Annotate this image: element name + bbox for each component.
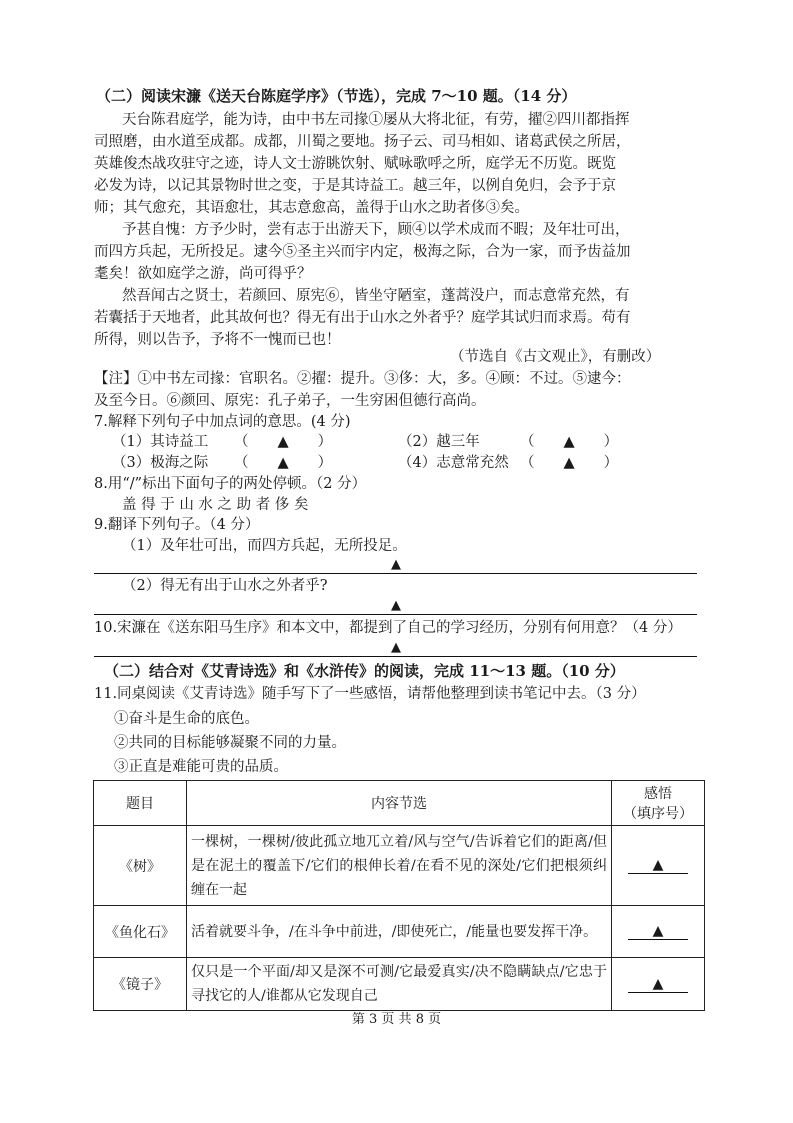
header-insight (612, 781, 705, 826)
q7-item: （3）极海之际 (112, 455, 209, 471)
answer-line[interactable] (94, 573, 697, 574)
notes-line: 【注】①中书左司掾：官职名。②擢：提升。③侈：大，多。④顾：不过。⑤逮今： (94, 371, 631, 387)
table-row (94, 958, 705, 1011)
q9-sentence-2: （2）得无有出于山水之外者乎? (122, 578, 328, 594)
q7-item: （4）志意常充然 (398, 455, 509, 471)
passage-line: 必发为诗，以记其景物时世之变，于是其诗益工。越三年，以例自免归，会予于京 (94, 178, 616, 194)
insight-answer-cell[interactable] (612, 906, 705, 958)
passage-line: 司照磨，由水道至成都。成都，川蜀之要地。扬子云、司马相如、诸葛武侯之所居， (94, 134, 631, 150)
poem-excerpt: 活着就要斗争，/在斗争中前进，/即使死亡，/能量也要发挥干净。 (187, 906, 612, 958)
insight-answer-blank[interactable]: ▲ (628, 857, 688, 874)
answer-mark: ▲ (391, 557, 401, 572)
poem-title: 《树》 (94, 826, 187, 906)
passage-line: 予甚自愧：方予少时，尝有志于出游天下，顾④以学术成而不暇；及年壮可出， (122, 222, 630, 238)
passage-line: 师；其气愈充，其语愈壮，其志意愈高，盖得于山水之助者侈③矣。 (94, 200, 529, 216)
poem-title: 《镜子》 (94, 958, 187, 1011)
insight-item: ②共同的目标能够凝聚不同的力量。 (114, 735, 346, 751)
q7-answer-blank[interactable]: （ ▲ ） (520, 455, 619, 471)
passage-line: 英雄俊杰战攻驻守之迹，诗人文士游眺饮射、赋咏歌呼之所，庭学无不历览。既览 (94, 156, 616, 172)
passage-line: 若囊括于天地者，此其故何也？得无有出于山水之外者乎？庭学其试归而求焉。苟有 (94, 310, 631, 326)
table-row (94, 906, 705, 958)
section-heading: （二）阅读宋濂《送天台陈庭学序》（节选），完成 7～10 题。（14 分） (96, 87, 577, 105)
section-heading: （二）结合对《艾青诗选》和《水浒传》的阅读，完成 11～13 题。（10 分） (104, 662, 625, 680)
poem-excerpt: 一棵树，一棵树/彼此孤立地兀立着/风与空气/告诉着它们的距离/但是在泥土的覆盖下/它们的根伸长着/在看不见的深处/它们把根须纠缠在一起 (187, 826, 612, 906)
header-content: 内容节选 (187, 781, 612, 826)
insight-answer-cell[interactable] (612, 826, 705, 906)
q7-item: （1）其诗益工 (112, 434, 209, 450)
page-footer: 第 3 页 共 8 页 (351, 1012, 442, 1027)
insight-item: ③正直是难能可贵的品质。 (114, 759, 288, 775)
poem-excerpt: 仅只是一个平面/却又是深不可测/它最爱真实/决不隐瞒缺点/它忠于寻找它的人/谁都从它发现自己 (187, 958, 612, 1011)
header-insight-hint: （填序号） (623, 806, 693, 822)
passage-line: 耄矣！欲如庭学之游，尚可得乎？ (94, 266, 312, 282)
passage-line: 而四方兵起，无所投足。逮今⑤圣主兴而宇内定，极海之际，合为一家，而予齿益加 (94, 244, 631, 260)
answer-line[interactable] (94, 614, 697, 615)
notes-line: 及至今日。⑥颜回、原宪：孔子弟子，一生穷困但德行高尚。 (94, 393, 486, 409)
insight-answer-cell[interactable] (612, 958, 705, 1011)
insight-item: ①奋斗是生命的底色。 (114, 711, 259, 727)
q9-sentence-1: （1）及年壮可出，而四方兵起，无所投足。 (122, 538, 407, 554)
q7-item: （2）越三年 (398, 434, 480, 450)
question-11-stem: 11.同桌阅读《艾青诗选》随手写下了一些感悟，请帮他整理到读书笔记中去。（3 分） (94, 686, 646, 702)
header-title: 题目 (94, 781, 187, 826)
question-7-stem: 7.解释下列句子中加点词的意思。(4 分) (94, 414, 351, 430)
header-insight-label: 感悟 (644, 786, 672, 802)
passage-line: 然吾闻古之贤士，若颜回、原宪⑥，皆坐守陋室，蓬蒿没户，而志意常充然，有 (122, 288, 630, 304)
q7-answer-blank[interactable]: （ ▲ ） (520, 434, 619, 450)
q7-answer-blank[interactable]: （ ▲ ） (234, 455, 333, 471)
q8-sentence[interactable]: 盖 得 于 山 水 之 助 者 侈 矣 (122, 497, 309, 513)
reading-notes-table (93, 780, 705, 1011)
table-header-row (94, 781, 705, 826)
answer-mark: ▲ (391, 640, 401, 655)
q7-answer-blank[interactable]: （ ▲ ） (234, 434, 333, 450)
passage-line: 所得，则以告予，予将不一愧而已也！ (94, 332, 341, 348)
passage-line: 天台陈君庭学，能为诗，由中书左司掾①屡从大将北征，有劳，擢②四川都指挥 (122, 112, 630, 128)
question-10-stem: 10.宋濂在《送东阳马生序》和本文中，都提到了自己的学习经历，分别有何用意？（4 分） (94, 620, 682, 636)
insight-answer-blank[interactable]: ▲ (628, 976, 688, 993)
poem-title: 《鱼化石》 (94, 906, 187, 958)
question-8-stem: 8.用“/”标出下面句子的两处停顿。（2 分） (94, 476, 367, 492)
answer-line[interactable] (94, 656, 697, 657)
passage-source: （节选自《古文观止》，有删改） (450, 349, 661, 365)
insight-answer-blank[interactable]: ▲ (628, 923, 688, 940)
table-row (94, 826, 705, 906)
answer-mark: ▲ (391, 598, 401, 613)
question-9-stem: 9.翻译下列句子。（4 分） (94, 517, 260, 533)
